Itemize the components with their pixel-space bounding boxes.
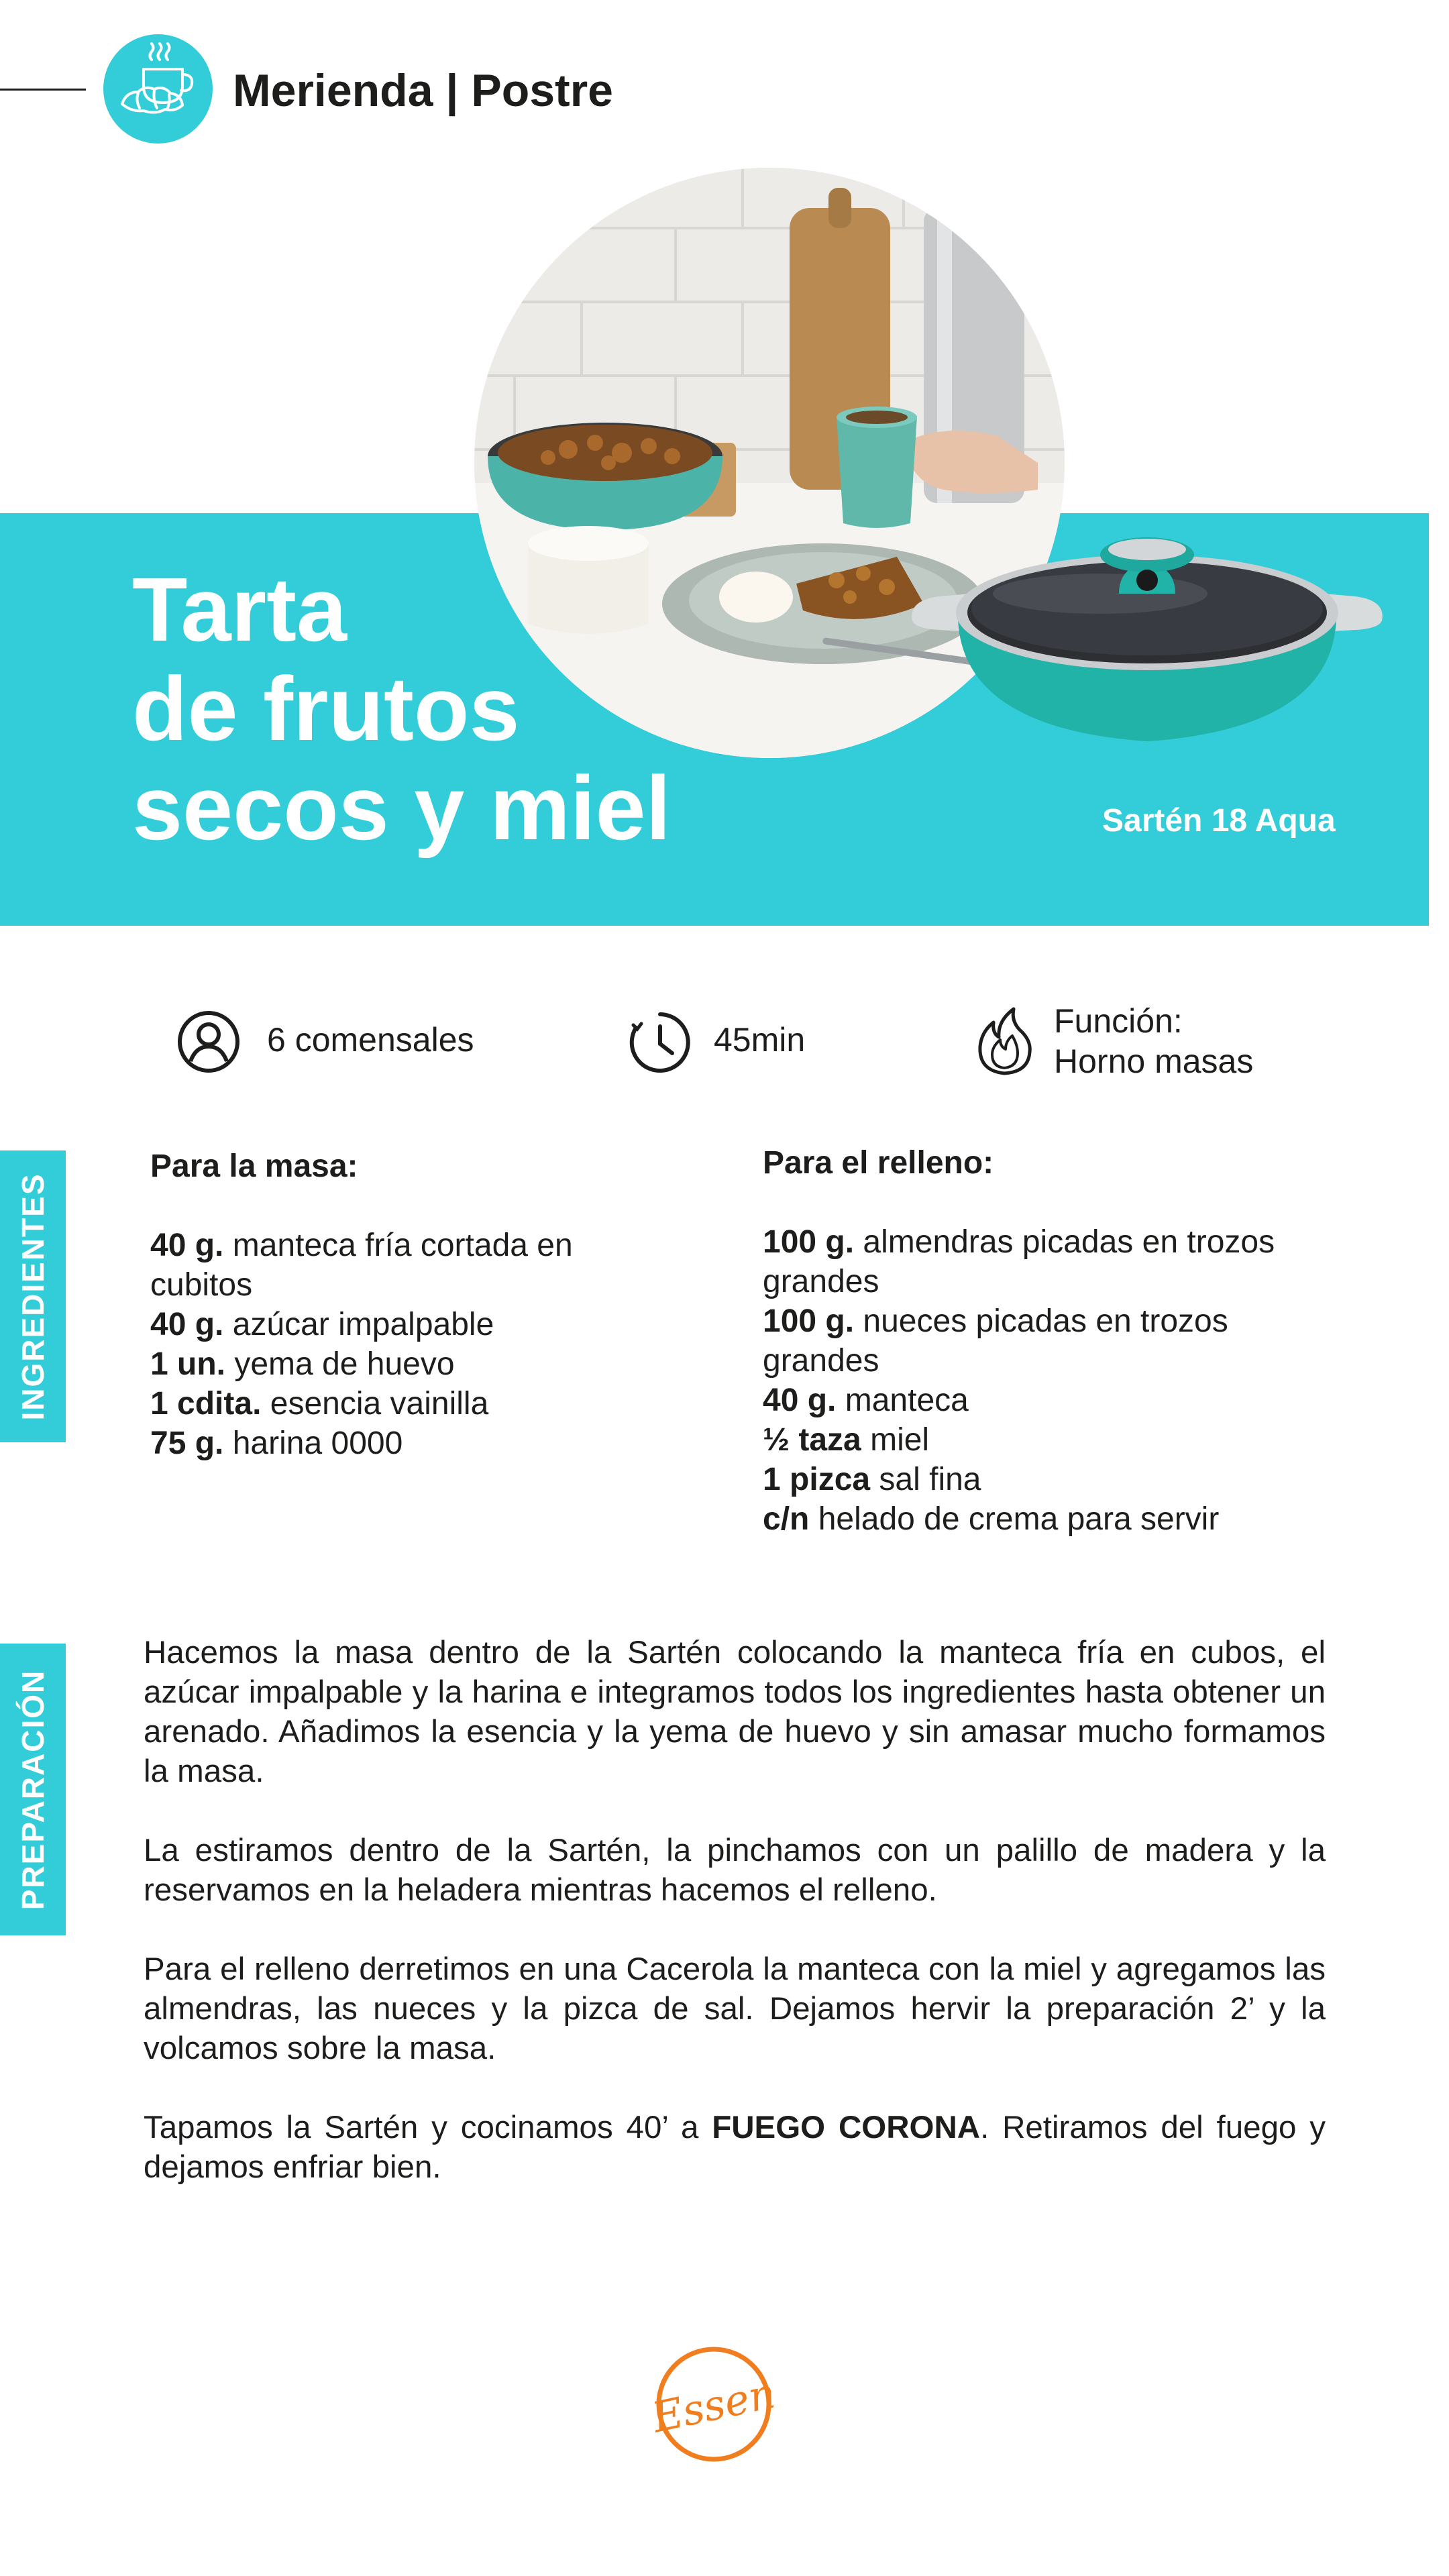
ingredient-item: 1 un. yema de huevo (150, 1346, 455, 1382)
preparation-step-3: Para el relleno derretimos en una Cacerola la manteca con la miel y agregamos las almendras, las nueces y la pizca de sal. Dejamos hervir la preparación 2’ y la volcamos sobre la masa. (144, 1951, 1326, 2066)
ingredient-item: grandes (763, 1264, 879, 1299)
ingredients-masa (150, 1146, 700, 1463)
header-rule (0, 89, 86, 91)
preparation-step-2: La estiramos dentro de la Sartén, la pinchamos con un palillo de madera y la reservamos en la heladera mientras hacemos el relleno. (144, 1833, 1326, 1908)
servings-text: 6 comensales (267, 1021, 474, 1059)
ingredient-item: 1 pizca sal fina (763, 1462, 981, 1497)
clock-icon (628, 1010, 692, 1078)
ingredients-tab (0, 1150, 66, 1442)
preparation-tab (0, 1644, 66, 1935)
ingredient-item: grandes (763, 1343, 879, 1379)
essen-logo (654, 2345, 773, 2464)
recipe-category: Merienda | Postre (233, 65, 613, 116)
recipe-title-line-3: secos y miel (132, 757, 672, 859)
masa-heading: Para la masa: (150, 1148, 358, 1184)
ingredient-item: ½ taza miel (763, 1422, 930, 1458)
product-pan-image (899, 480, 1395, 775)
ingredient-item: 40 g. manteca (763, 1383, 969, 1418)
ingredient-item: cubitos (150, 1267, 253, 1303)
flame-icon (976, 1006, 1032, 1079)
ingredient-item: 40 g. manteca fría cortada en (150, 1228, 573, 1263)
recipe-title-line-1: Tarta (132, 559, 347, 660)
ingredient-item: 100 g. nueces picadas en trozos (763, 1303, 1228, 1339)
ingredient-item: 40 g. azúcar impalpable (150, 1307, 494, 1342)
relleno-heading: Para el relleno: (763, 1145, 994, 1181)
ingredients-relleno (763, 1143, 1353, 1539)
coffee-cup-croissant-icon (103, 34, 213, 144)
ingredient-item: 75 g. harina 0000 (150, 1426, 403, 1461)
product-name: Sartén 18 Aqua (1102, 803, 1336, 839)
ingredients-tab-label: INGREDIENTES (15, 1172, 50, 1421)
function-value: Horno masas (1054, 1042, 1254, 1080)
person-icon (177, 1010, 240, 1077)
recipe-title-line-2: de frutos (132, 658, 520, 759)
preparation-text (144, 1633, 1326, 2226)
ingredient-item: 1 cdita. esencia vainilla (150, 1386, 489, 1421)
function-label: Función: (1054, 1002, 1183, 1040)
ingredient-item: c/n helado de crema para servir (763, 1501, 1220, 1537)
time-text: 45min (714, 1021, 806, 1059)
preparation-tab-label: PREPARACIÓN (15, 1669, 50, 1910)
ingredient-item: 100 g. almendras picadas en trozos (763, 1224, 1275, 1260)
preparation-step-1: Hacemos la masa dentro de la Sartén colocando la manteca fría en cubos, el azúcar impalpable y la harina e integramos todos los ingredientes hasta obtener un arenado. Añadimos la esencia y la yema de huevo y sin amasar mucho formamos la masa. (144, 1635, 1326, 1789)
preparation-step-4: Tapamos la Sartén y cocinamos 40’ a FUEGO CORONA. Retiramos del fuego y dejamos enfriar bien. (144, 2110, 1326, 2185)
recipe-title (132, 560, 671, 858)
function-text (1054, 1001, 1253, 1081)
svg-text:Essen: Essen (654, 2368, 773, 2443)
